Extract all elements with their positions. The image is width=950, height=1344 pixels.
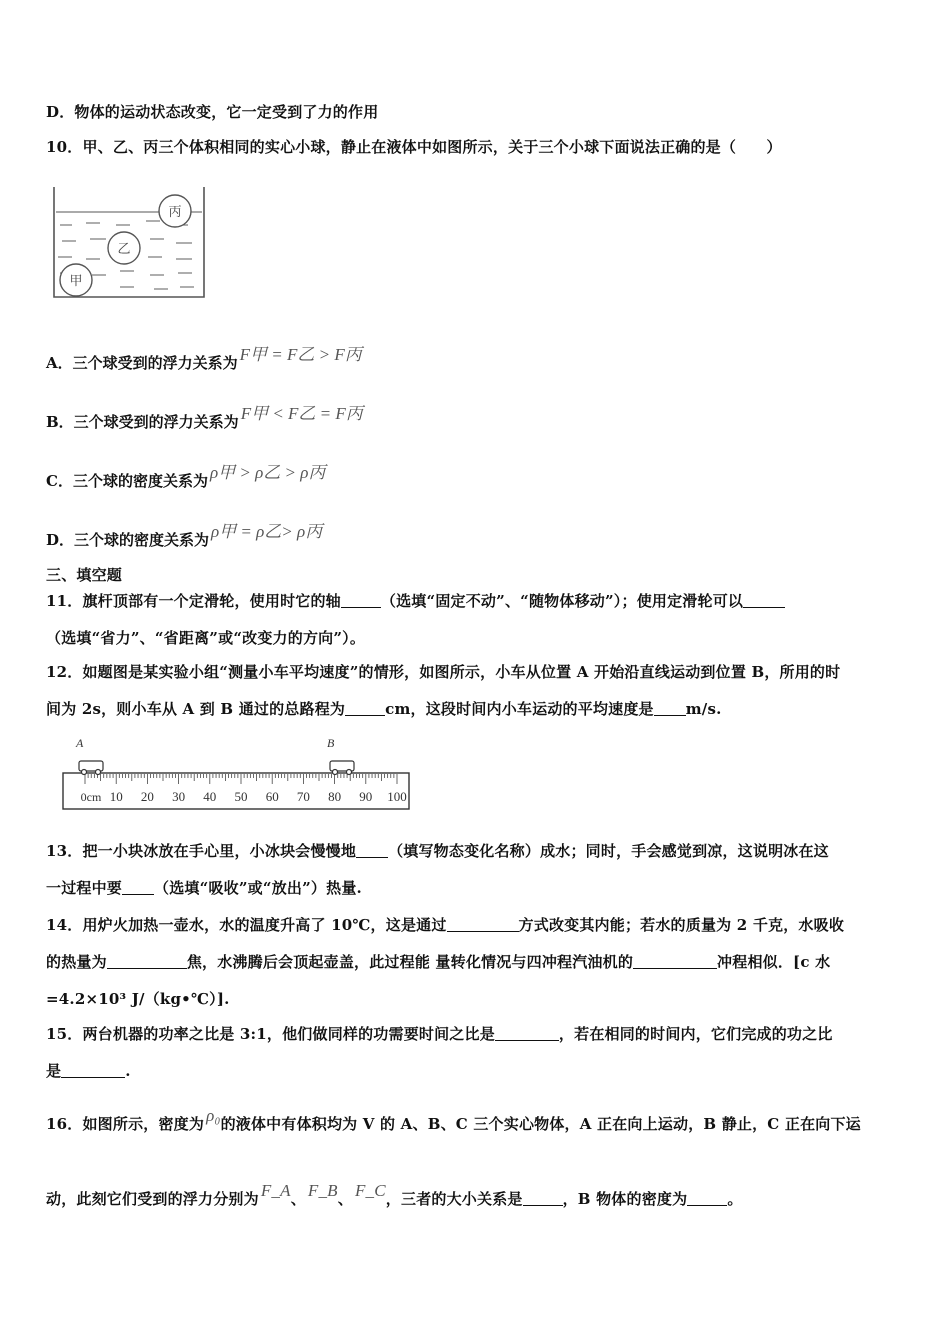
ruler-label: 40 — [203, 789, 217, 804]
ball-yi-label: 乙 — [117, 241, 131, 256]
q16-text-f: 。 — [727, 1190, 743, 1208]
ball-jia-label: 甲 — [69, 273, 83, 288]
q12-blank-speed[interactable] — [654, 715, 686, 716]
q16-text-b: 的液体中有体积均为 V 的 A、B、C 三个实心物体，A 正在向上运动，B 静止，C 正在向下运 — [220, 1115, 861, 1133]
ruler-label: 90 — [359, 789, 373, 804]
q15-blank-1[interactable] — [495, 1040, 559, 1041]
q15-text-c: 是 — [46, 1062, 62, 1080]
ball-bing-label: 丙 — [168, 204, 182, 219]
ruler-label: 30 — [172, 789, 186, 804]
q15-text-a: 15．两台机器的功率之比是 3:1，他们做同样的功需要时间之比是 — [46, 1025, 495, 1043]
q12-line1: 12．如题图是某实验小组“测量小车平均速度”的情形，如图所示，小车从位置 A 开始沿直线运动到位置 B，所用的时 — [46, 663, 841, 681]
rho0-symbol: ρ₀ — [206, 1106, 221, 1125]
q13-text-b: （填写物态变化名称）成水；同时，手会感觉到凉，这说明冰在这 — [388, 842, 829, 860]
q12-blank-distance[interactable] — [345, 715, 385, 716]
option-b-label: B．三个球受到的浮力关系为 — [46, 413, 239, 431]
q10-option-c — [46, 458, 325, 491]
q13-blank-2[interactable] — [122, 894, 154, 895]
q13-text-d: （选填“吸收”或“放出”）热量. — [154, 879, 362, 897]
fa-symbol: F_A — [260, 1181, 291, 1200]
label-a: A — [76, 736, 84, 750]
option-d-label: D．三个球的密度关系为 — [46, 531, 210, 549]
fb-symbol: F_B — [307, 1181, 338, 1200]
q14-text-a: 14．用炉火加热一壶水，水的温度升高了 10℃，这是通过 — [46, 916, 447, 934]
q10-option-a — [46, 340, 362, 373]
ruler-label: 50 — [234, 789, 248, 804]
option-a-formula: F甲 = F乙 > F丙 — [239, 345, 362, 364]
q14-blank-3[interactable] — [633, 968, 717, 969]
q16-line1 — [46, 1106, 861, 1134]
q10-option-b — [46, 399, 363, 432]
section-title: 三、填空题 — [46, 566, 123, 584]
q15-line1 — [46, 1023, 833, 1044]
q14-line2 — [46, 951, 830, 972]
q12-text-b: cm，这段时间内小车运动的平均速度是 — [385, 700, 654, 718]
q14-line3: =4.2×10³ J/（kg•℃）]. — [46, 990, 230, 1008]
q10-figure-container-with-balls — [50, 185, 208, 300]
q10-option-d — [46, 517, 322, 550]
q10-stem: 10．甲、乙、丙三个体积相同的实心小球，静止在液体中如图所示，关于三个小球下面说法正确的是（ ） — [46, 138, 782, 156]
q13-line2 — [46, 877, 362, 898]
q16-sep-2: 、 — [337, 1190, 353, 1208]
q16-text-d: ，三者的大小关系是 — [385, 1190, 523, 1208]
option-b-formula: F甲 < F乙 = F丙 — [240, 404, 363, 423]
ruler-label: 60 — [265, 789, 279, 804]
q13-blank-1[interactable] — [356, 857, 388, 858]
q9-option-d: D．物体的运动状态改变，它一定受到了力的作用 — [46, 103, 379, 121]
q15-blank-2[interactable] — [61, 1077, 125, 1078]
q13-text-c: 一过程中要 — [46, 879, 123, 897]
q12-text-c: m/s. — [685, 700, 722, 718]
ruler-label: 70 — [296, 789, 310, 804]
q11-blank-1[interactable] — [341, 607, 381, 608]
q14-text-d: 焦，水沸腾后会顶起壶盖，此过程能 量转化情况与四冲程汽油机的 — [186, 953, 634, 971]
ruler-label: 10 — [109, 789, 123, 804]
option-c-formula: ρ甲 > ρ乙 > ρ丙 — [209, 463, 326, 482]
q12-line2 — [46, 698, 722, 719]
ruler-label: 100 — [387, 789, 407, 804]
q16-text-e: ，B 物体的密度为 — [562, 1190, 688, 1208]
label-b: B — [327, 736, 335, 750]
q16-blank-1[interactable] — [523, 1205, 563, 1206]
q11-line2: （选填“省力”、“省距离”或“改变力的方向”）。 — [46, 629, 366, 647]
q16-blank-2[interactable] — [687, 1205, 727, 1206]
q14-blank-1[interactable] — [447, 931, 519, 932]
q11-text-b: （选填“固定不动”、“随物体移动”）；使用定滑轮可以 — [380, 592, 744, 610]
option-a-label: A．三个球受到的浮力关系为 — [46, 354, 238, 372]
q16-sep-1: 、 — [290, 1190, 306, 1208]
option-c-label: C．三个球的密度关系为 — [46, 472, 208, 490]
q14-text-e: 冲程相似．[c 水 — [717, 953, 831, 971]
q15-line2 — [46, 1060, 131, 1081]
q13-text-a: 13．把一小块冰放在手心里，小冰块会慢慢地 — [46, 842, 357, 860]
q14-blank-2[interactable] — [107, 968, 187, 969]
q14-text-b: 方式改变其内能；若水的质量为 2 千克，水吸收 — [518, 916, 845, 934]
q11-blank-2[interactable] — [743, 607, 785, 608]
q12-ruler-figure — [60, 733, 420, 813]
q16-line2 — [46, 1181, 743, 1209]
q16-text-a: 16．如图所示，密度为 — [46, 1115, 205, 1133]
q13-line1 — [46, 840, 829, 861]
q15-text-d: . — [125, 1062, 131, 1080]
ruler-label: 20 — [140, 789, 154, 804]
q14-text-c: 的热量为 — [46, 953, 107, 971]
q11-text-a: 11．旗杆顶部有一个定滑轮，使用时它的轴 — [46, 592, 341, 610]
fc-symbol: F_C — [354, 1181, 386, 1200]
ruler-label: 0cm — [80, 790, 102, 804]
q15-text-b: ，若在相同的时间内，它们完成的功之比 — [558, 1025, 833, 1043]
q14-line1 — [46, 914, 844, 935]
ruler-label: 80 — [328, 789, 342, 804]
q12-text-a: 间为 2s，则小车从 A 到 B 通过的总路程为 — [46, 700, 346, 718]
q16-text-c: 动，此刻它们受到的浮力分别为 — [46, 1190, 259, 1208]
q11-line1 — [46, 590, 785, 611]
option-d-formula: ρ甲 = ρ乙> ρ丙 — [211, 522, 323, 541]
